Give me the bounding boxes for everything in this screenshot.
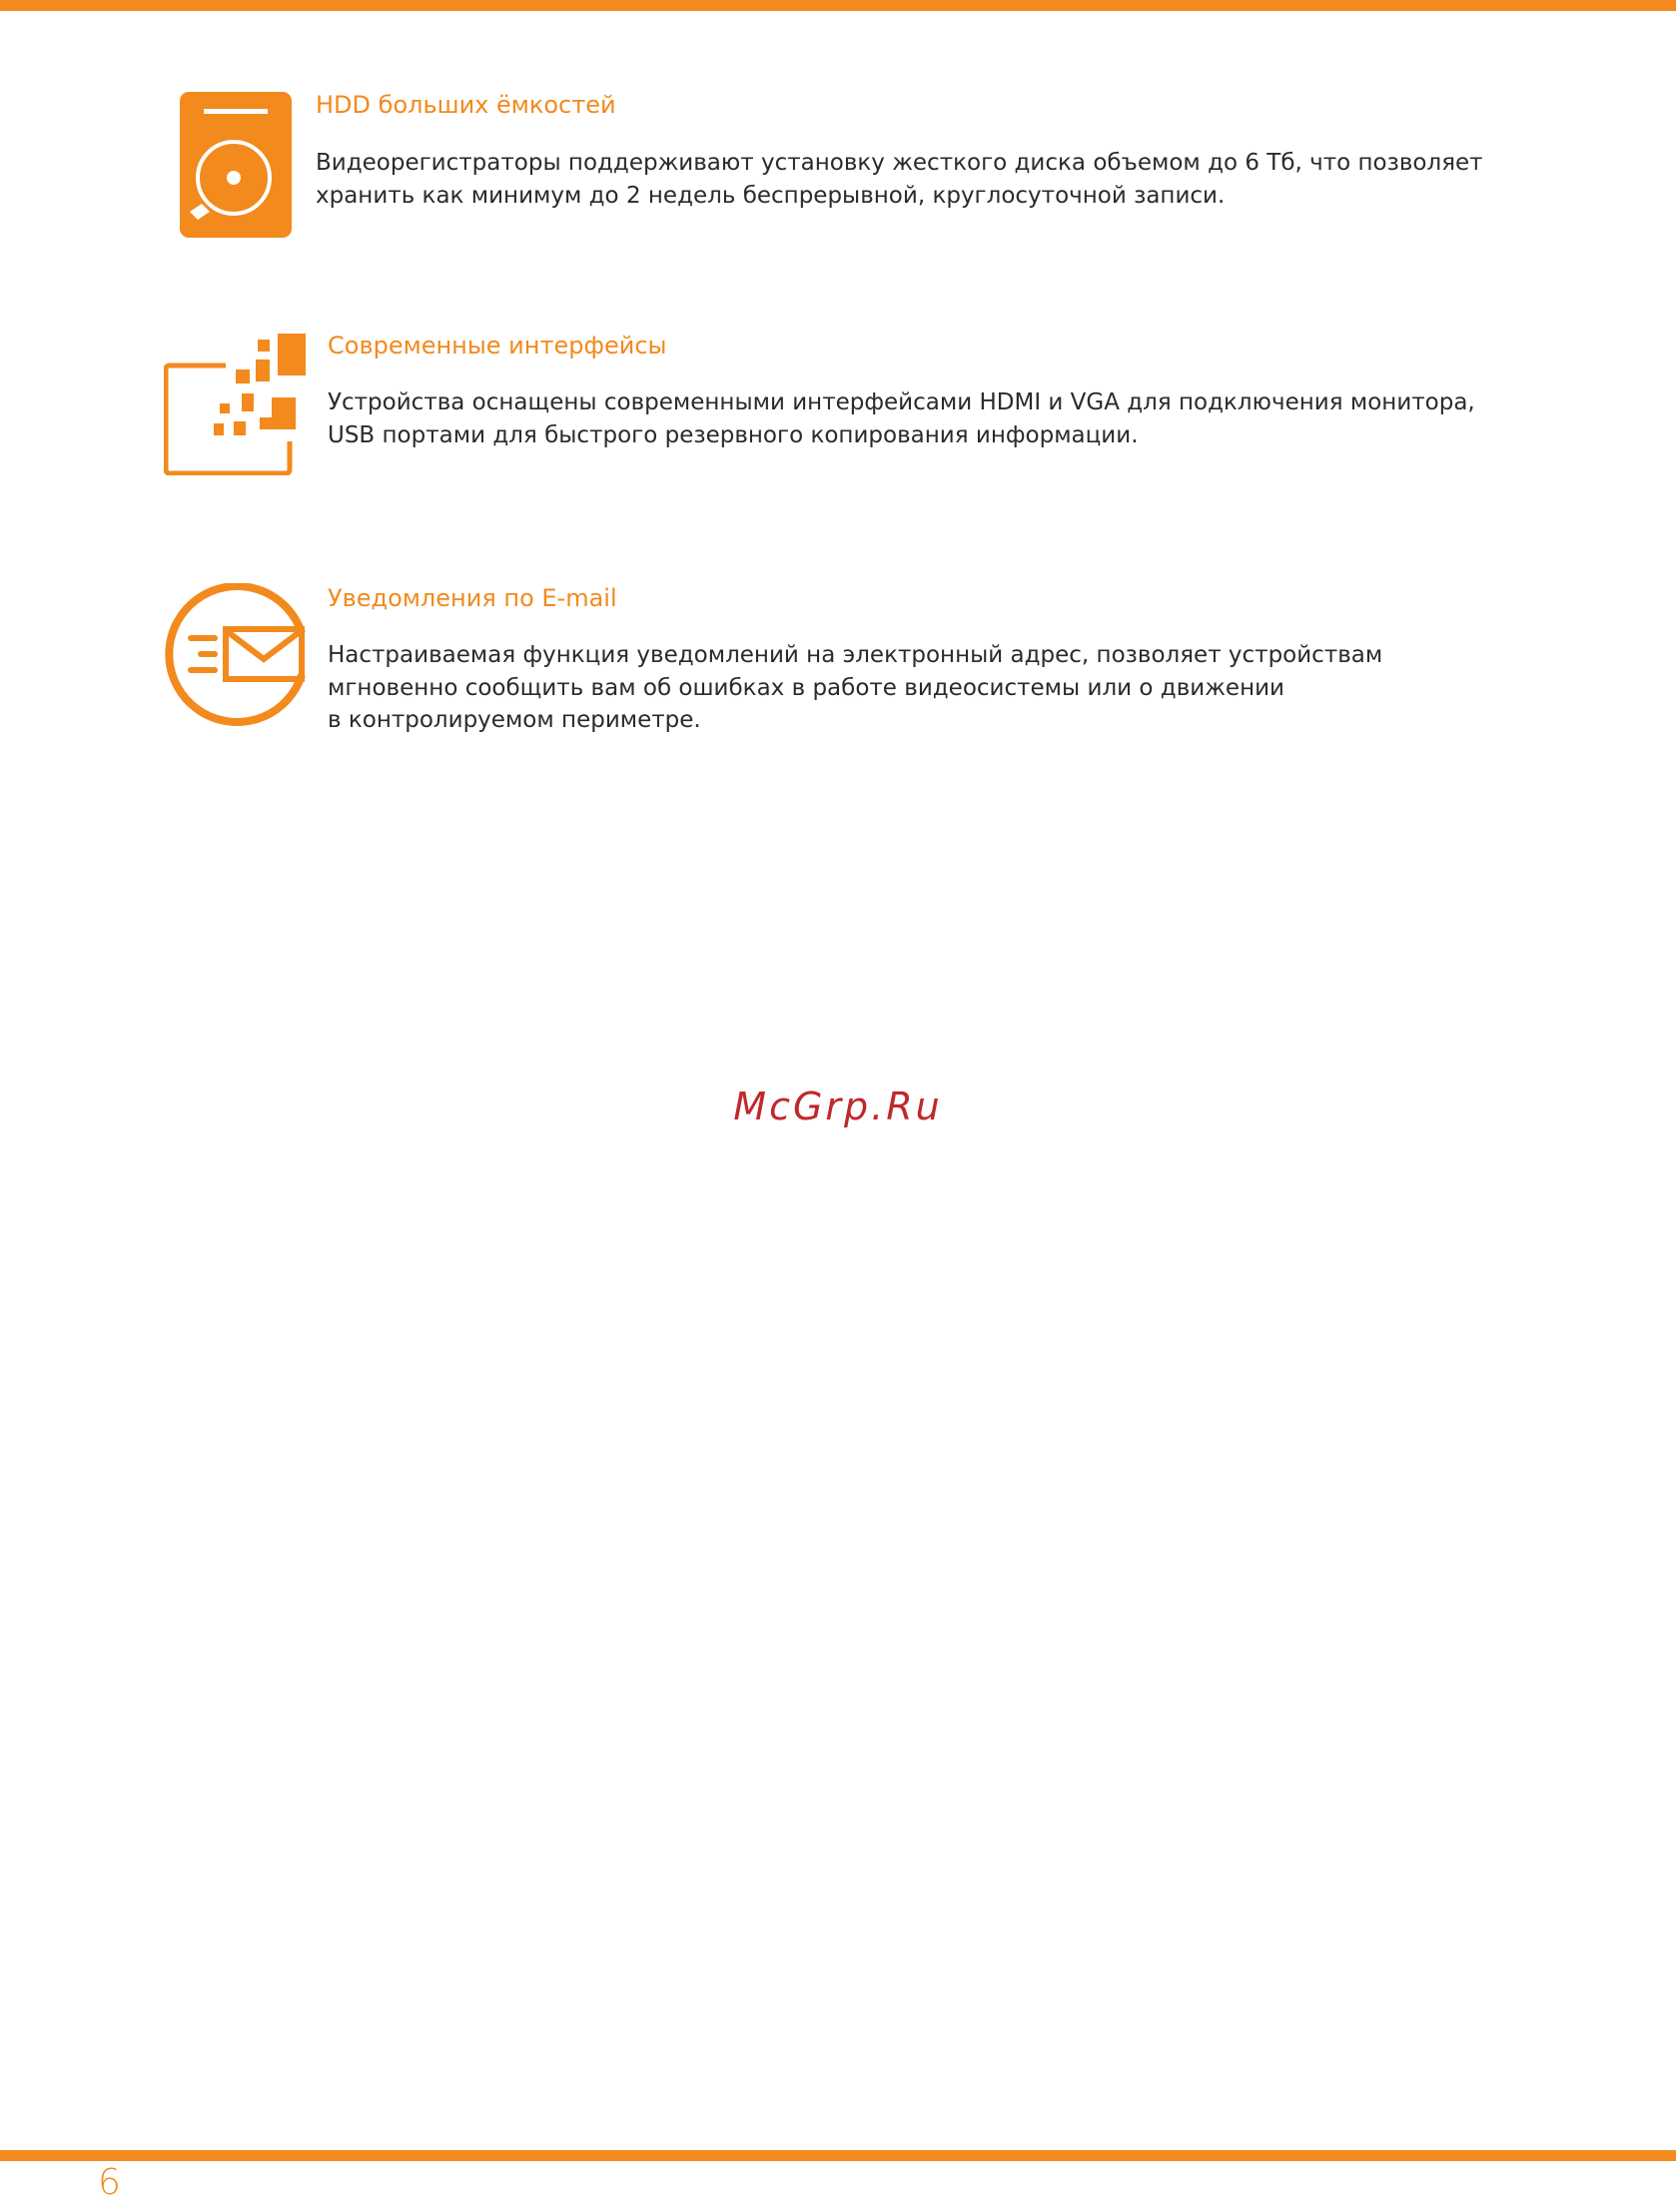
feature-title: Уведомления по E-mail <box>328 584 617 612</box>
interfaces-icon <box>164 332 310 475</box>
page-number: 6 <box>98 2162 121 2203</box>
watermark: McGrp.Ru <box>733 1085 943 1128</box>
email-icon <box>164 583 310 729</box>
feature-description <box>316 147 1483 212</box>
description-line: в контролируемом периметре. <box>328 707 701 733</box>
bottom-accent-bar <box>0 2150 1676 2161</box>
description-line: Видеорегистраторы поддерживают установку жесткого диска объемом до 6 Тб, что позволяет <box>316 150 1483 176</box>
description-line: USB портами для быстрого резервного копирования информации. <box>328 421 1139 448</box>
description-line: Настраиваемая функция уведомлений на электронный адрес, позволяет устройствам <box>328 642 1383 668</box>
feature-title: HDD больших ёмкостей <box>316 91 616 119</box>
feature-title: Современные интерфейсы <box>328 332 667 360</box>
description-line: Устройства оснащены современными интерфейсами HDMI и VGA для подключения монитора, <box>328 389 1475 415</box>
description-line: мгновенно сообщить вам об ошибках в работе видеосистемы или о движении <box>328 674 1285 701</box>
feature-description <box>328 639 1382 737</box>
hdd-icon <box>180 92 292 238</box>
description-line: хранить как минимум до 2 недель беспрерывной, круглосуточной записи. <box>316 182 1226 209</box>
top-accent-bar <box>0 0 1676 11</box>
feature-description <box>328 386 1475 451</box>
